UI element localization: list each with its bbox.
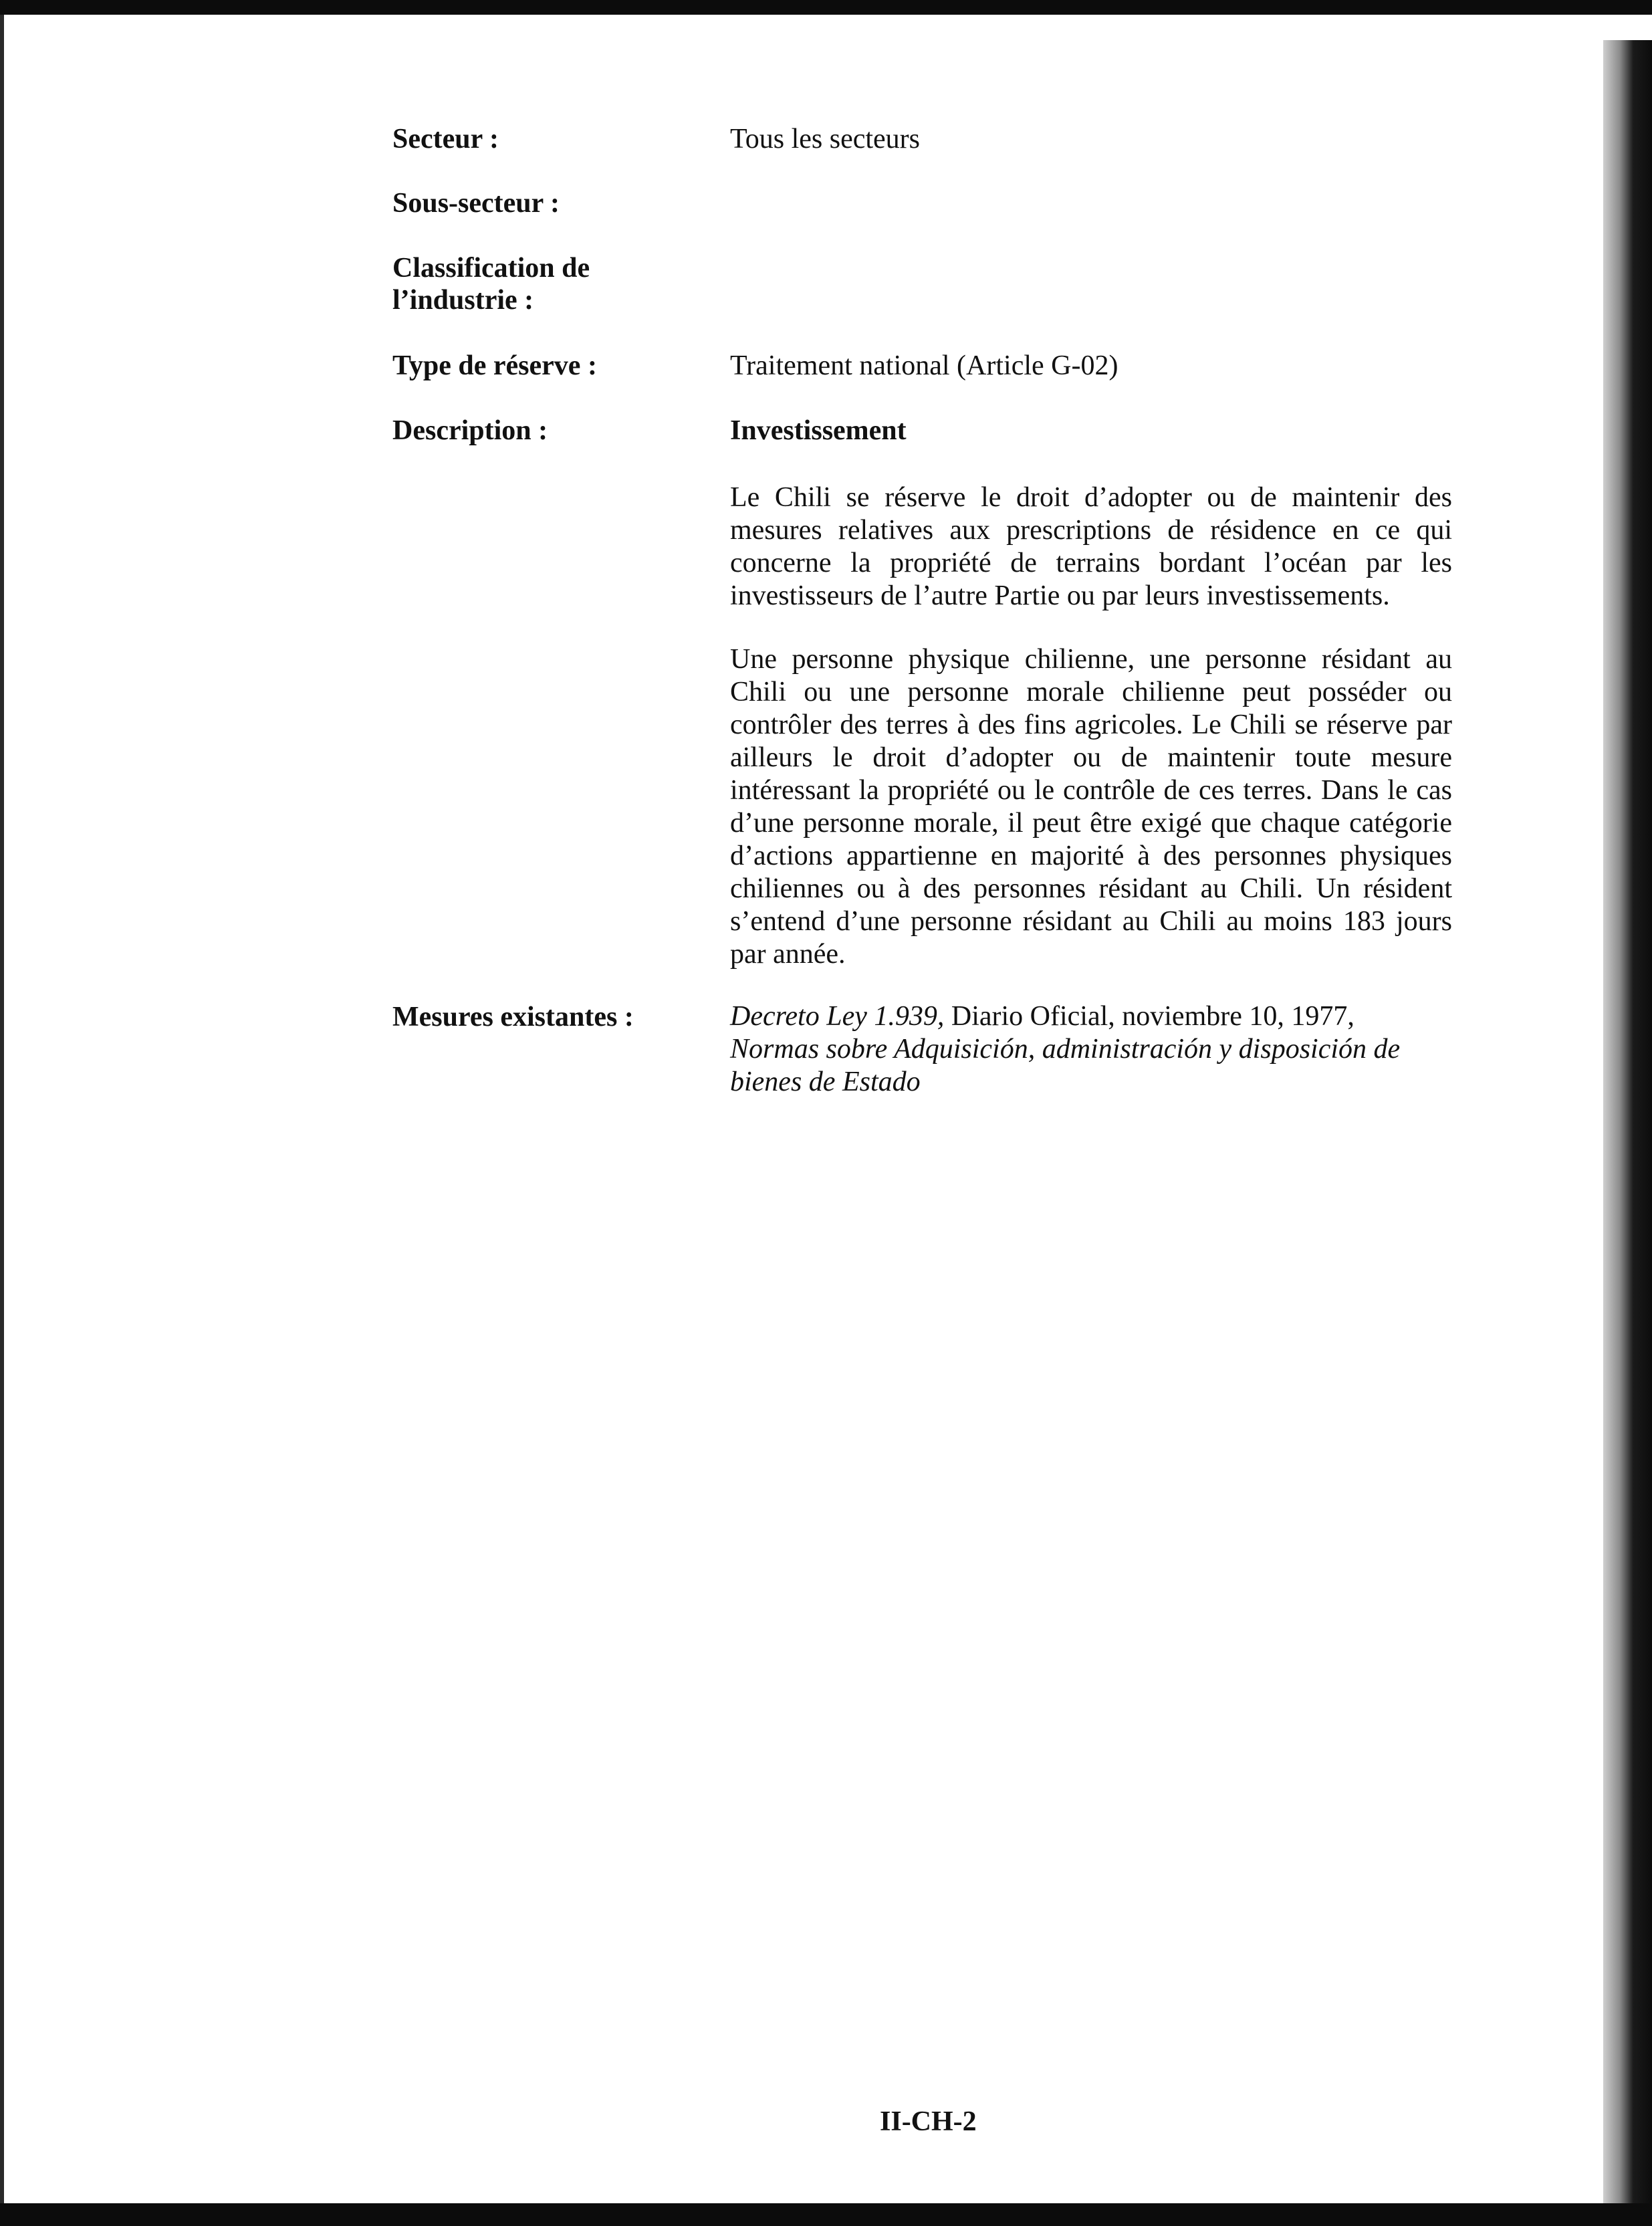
description-heading: Investissement <box>730 415 907 446</box>
page-number: II-CH-2 <box>880 2106 977 2137</box>
mesures-value <box>730 1000 1452 1099</box>
description-paragraph-2 <box>730 643 1452 971</box>
description-paragraph-2-text: Une personne physique chilienne, une personne résidant au Chili ou une personne morale chilienne peut posséder ou contrôler des terres à des fins agricoles. Le Chili se réserve par ailleurs le droit d’adopter ou de maintenir toute mesure intéressant la propriété ou le contrôle de ces terres. Dans le cas d’une personne morale, il peut être exigé que chaque catégorie d’actions appartienne en majorité à des personnes physiques chiliennes ou à des personnes résidant au Chili. Un résident s’entend d’une personne résidant au Chili au moins 183 jours par année. <box>730 644 1452 970</box>
type-reserve-value: Traitement national (Article G-02) <box>730 350 1118 381</box>
sous-secteur-label: Sous-secteur : <box>392 188 560 219</box>
description-paragraph-1-text: Le Chili se réserve le droit d’adopter ou de maintenir des mesures relatives aux prescriptions de résidence en ce qui concerne la propriété de terrains bordant l’océan par les investisseurs de l’autre Partie ou par leurs investissements. <box>730 482 1452 611</box>
mesures-label: Mesures existantes : <box>392 1002 634 1032</box>
secteur-label: Secteur : <box>392 124 499 154</box>
description-label: Description : <box>392 415 548 446</box>
decree-subject: Normas sobre Adquisición, administración y disposición de bienes de Estado <box>730 1034 1401 1097</box>
decree-title: Decreto Ley 1.939, <box>730 1001 945 1032</box>
type-reserve-label: Type de réserve : <box>392 350 597 381</box>
secteur-value: Tous les secteurs <box>730 124 920 154</box>
description-paragraph-1 <box>730 481 1452 613</box>
decree-source: Diario Oficial, noviembre 10, 1977, <box>944 1001 1354 1032</box>
classification-label-line1: Classification de <box>392 253 590 284</box>
classification-label-line2: l’industrie : <box>392 285 534 316</box>
